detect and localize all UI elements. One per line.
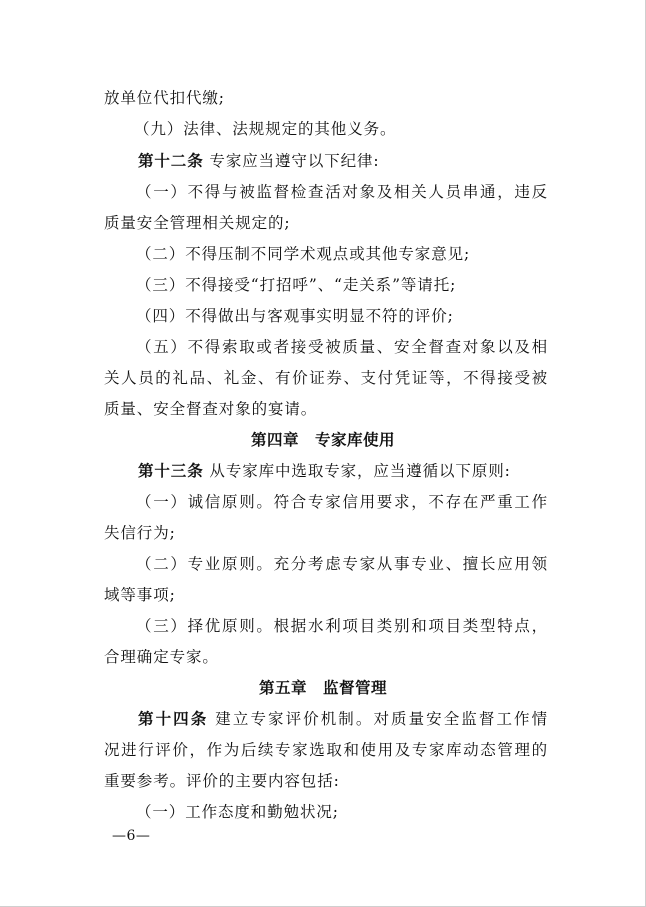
text-line: （五）不得索取或者接受被质量、安全督查对象以及相 bbox=[136, 338, 548, 356]
article-text: 建立专家评价机制。对质量安全监督工作情 bbox=[208, 710, 548, 728]
text-line: 放单位代扣代缴; bbox=[104, 89, 225, 107]
article-13 bbox=[138, 461, 511, 481]
article-number: 第十三条 bbox=[138, 461, 204, 480]
chapter-4-heading: 第四章 专家库使用 bbox=[250, 431, 395, 449]
text-line: （四）不得做出与客观事实明显不符的评价; bbox=[136, 307, 454, 325]
chapter-5-heading: 第五章 监督管理 bbox=[258, 679, 387, 697]
text-line: 合理确定专家。 bbox=[104, 648, 219, 666]
article-number: 第十二条 bbox=[138, 151, 204, 170]
text-line: 失信行为; bbox=[104, 524, 176, 542]
text-line: （三）择优原则。根据水利项目类别和项目类型特点， bbox=[136, 617, 548, 635]
article-number: 第十四条 bbox=[138, 709, 209, 728]
page-number: —6— bbox=[112, 828, 151, 844]
text-line: 质量安全管理相关规定的; bbox=[104, 214, 291, 232]
text-line: 域等事项; bbox=[104, 586, 176, 604]
text-line: （一）不得与被监督检查活对象及相关人员串通，违反 bbox=[136, 183, 548, 201]
text-line: （九）法律、法规规定的其他义务。 bbox=[134, 120, 397, 138]
article-12 bbox=[138, 151, 380, 171]
text-line: （二）专业原则。充分考虑专家从事专业、擅长应用领 bbox=[136, 555, 548, 573]
article-text: 从专家库中选取专家，应当遵循以下原则: bbox=[203, 462, 511, 480]
article-14 bbox=[138, 709, 548, 729]
text-line: 况进行评价，作为后续专家选取和使用及专家库动态管理的 bbox=[104, 741, 548, 759]
text-line: 质量、安全督查对象的宴请。 bbox=[104, 400, 318, 418]
text-line: （一）诚信原则。符合专家信用要求，不存在严重工作 bbox=[136, 493, 548, 511]
article-text: 专家应当遵守以下纪律: bbox=[203, 152, 380, 170]
text-line: （一）工作态度和勤勉状况; bbox=[136, 803, 339, 821]
text-line: （三）不得接受“打招呼”、“走关系”等请托; bbox=[136, 276, 457, 294]
text-line: （二）不得压制不同学术观点或其他专家意见; bbox=[136, 245, 471, 263]
text-line: 重要参考。评价的主要内容包括: bbox=[104, 772, 340, 790]
text-line: 关人员的礼品、礼金、有价证券、支付凭证等，不得接受被 bbox=[104, 369, 548, 387]
